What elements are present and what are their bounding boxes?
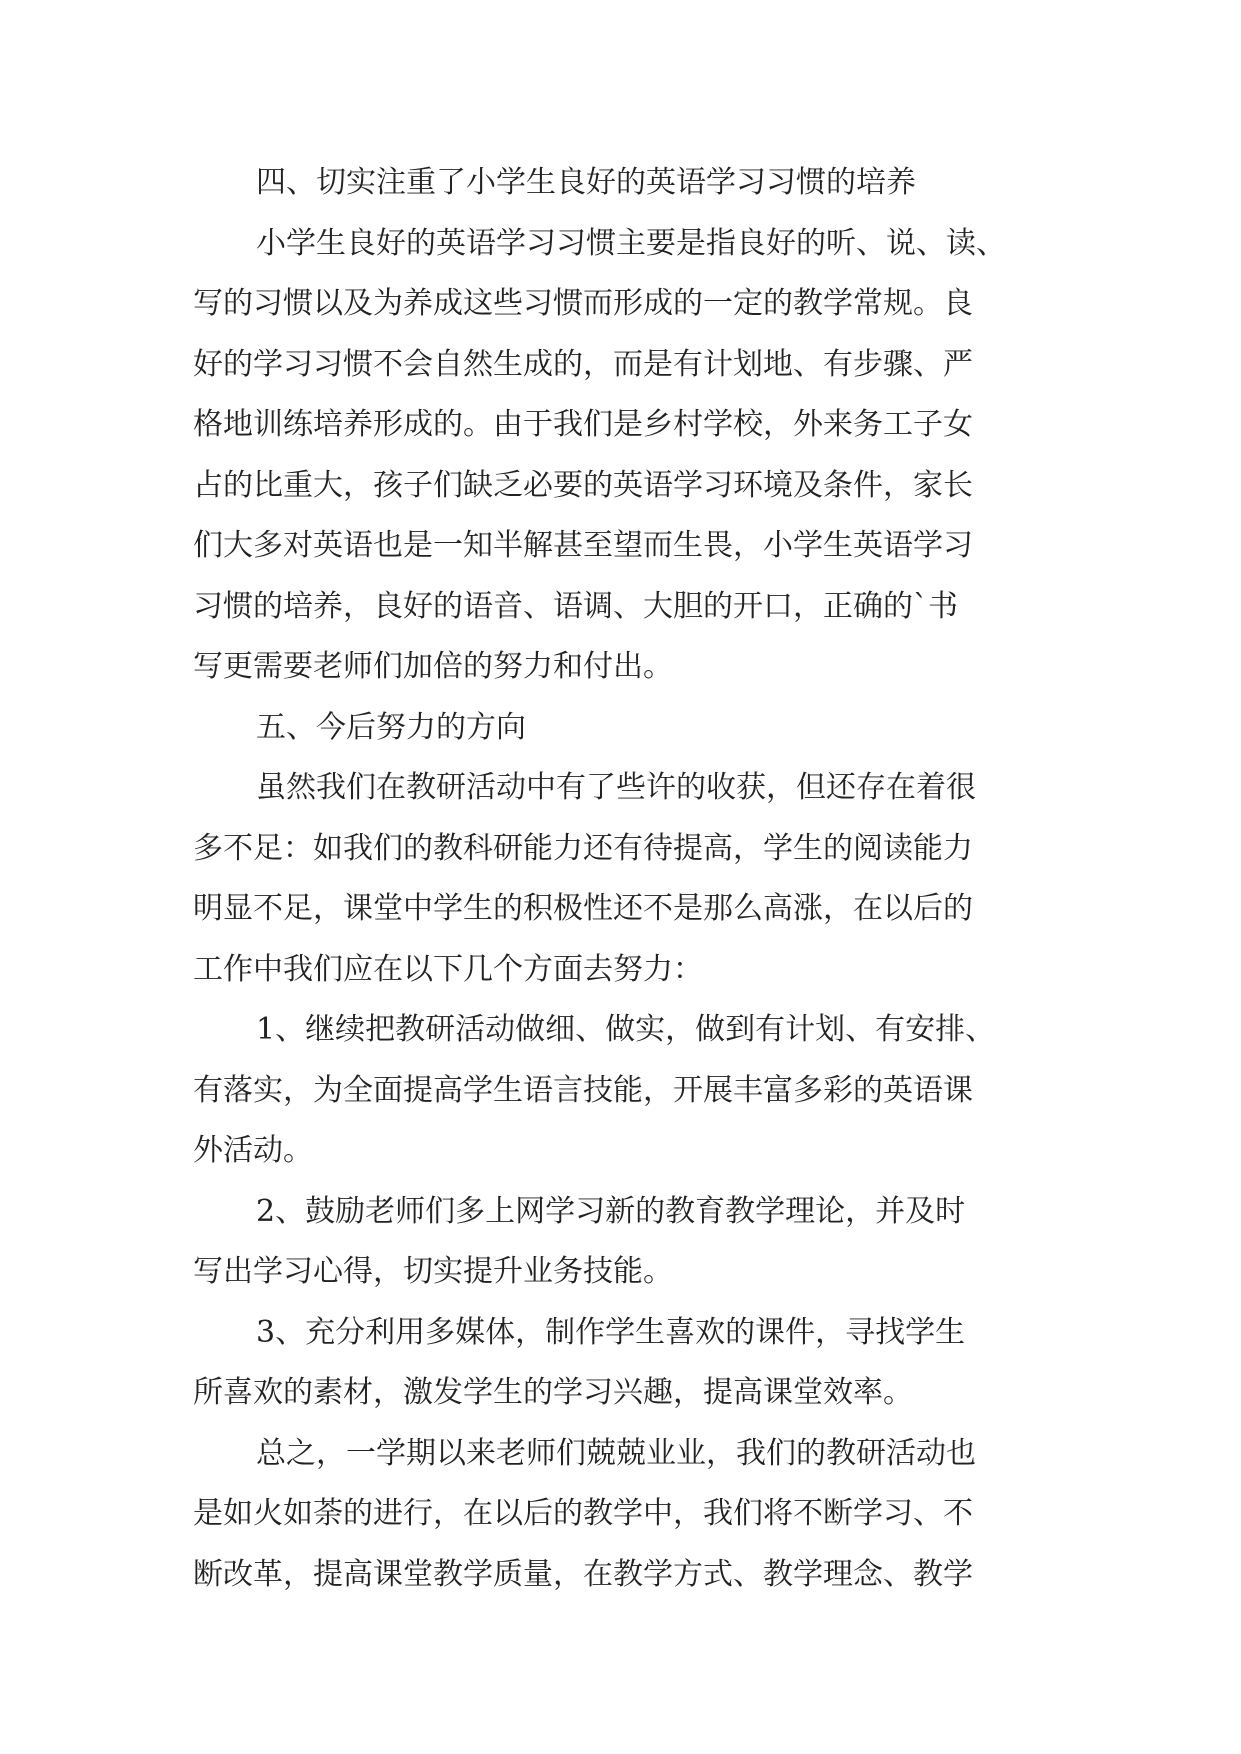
text-line: 写更需要老师们加倍的努力和付出。: [193, 649, 673, 684]
text-line: 外活动。: [193, 1133, 313, 1168]
text-line: 多不足：如我们的教科研能力还有待提高，学生的阅读能力: [193, 830, 973, 866]
text-line: 格地训练培养形成的。由于我们是乡村学校，外来务工子女: [193, 407, 973, 442]
text-line: 是如火如荼的进行，在以后的教学中，我们将不断学习、不: [193, 1496, 973, 1531]
text-line: 写的习惯以及为养成这些习惯而形成的一定的教学常规。良: [193, 286, 973, 321]
text-line: 总之，一学期以来老师们兢兢业业，我们的教研活动也: [256, 1435, 976, 1471]
text-line: 明显不足，课堂中学生的积极性还不是那么高涨，在以后的: [193, 891, 973, 926]
text-line: 习惯的培养，良好的语音、语调、大胆的开口，正确的`书: [193, 588, 958, 624]
text-line: 四、切实注重了小学生良好的英语学习习惯的培养: [256, 165, 916, 200]
text-line: 虽然我们在教研活动中有了些许的收获，但还存在着很: [256, 770, 976, 805]
text-line: 好的学习习惯不会自然生成的，而是有计划地、有步骤、严: [193, 346, 973, 382]
text-line: 2、鼓励老师们多上网学习新的教育教学理论，并及时: [256, 1193, 966, 1229]
text-line: 五、今后努力的方向: [256, 709, 526, 745]
text-line: 3、充分利用多媒体，制作学生喜欢的课件，寻找学生: [256, 1314, 966, 1350]
text-line: 小学生良好的英语学习习惯主要是指良好的听、说、读、: [256, 225, 1006, 261]
text-line: 1、继续把教研活动做细、做实，做到有计划、有安排、: [256, 1012, 996, 1047]
text-line: 们大多对英语也是一知半解甚至望而生畏，小学生英语学习: [193, 528, 973, 563]
text-line: 有落实，为全面提高学生语言技能，开展丰富多彩的英语课: [193, 1072, 973, 1108]
text-line: 断改革，提高课堂教学质量，在教学方式、教学理念、教学: [193, 1556, 973, 1592]
document-body: [193, 153, 1093, 1605]
text-line: 所喜欢的素材，激发学生的学习兴趣，提高课堂效率。: [193, 1375, 913, 1410]
text-line: 写出学习心得，切实提升业务技能。: [193, 1254, 673, 1289]
text-line: 工作中我们应在以下几个方面去努力：: [193, 951, 703, 987]
text-line: 占的比重大，孩子们缺乏必要的英语学习环境及条件，家长: [193, 467, 973, 503]
